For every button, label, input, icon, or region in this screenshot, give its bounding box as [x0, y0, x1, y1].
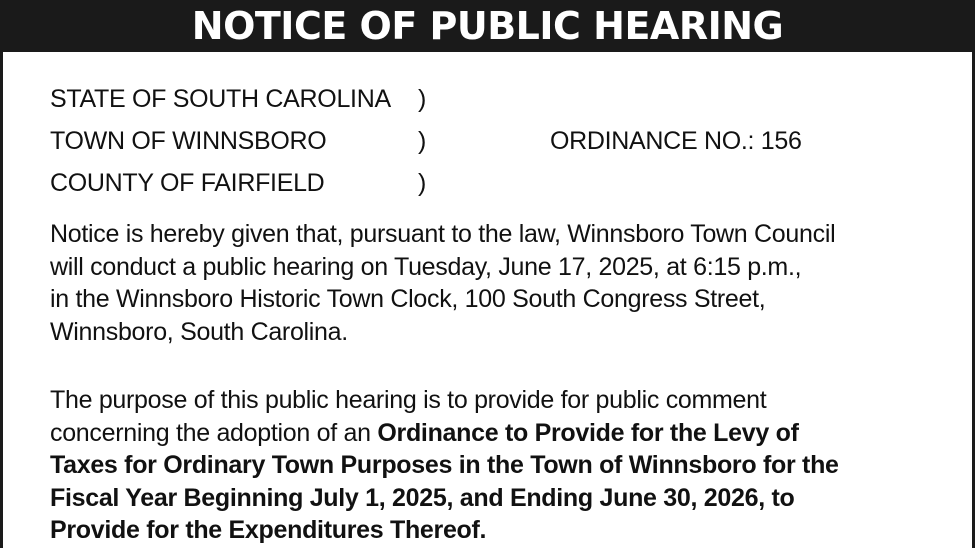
- ordinance-number: ORDINANCE NO.: 156: [550, 127, 802, 155]
- caption-row-town: [50, 120, 910, 162]
- ordinance-title: Ordinance to Provide for the Levy of: [377, 418, 799, 447]
- caption-county: COUNTY OF FAIRFIELD: [50, 169, 325, 197]
- notice-line: Notice is hereby given that, pursuant to the law, Winnsboro Town Council: [50, 220, 836, 248]
- ordinance-title-line: Fiscal Year Beginning July 1, 2025, and Ending June 30, 2026, to: [50, 483, 795, 512]
- caption-row-state: [50, 78, 910, 120]
- caption-paren: ): [418, 127, 427, 155]
- notice-header: [0, 0, 975, 52]
- purpose-line: [50, 417, 955, 450]
- ordinance-title-line: Provide for the Expenditures Thereof.: [50, 516, 487, 544]
- notice-paragraph: [50, 218, 955, 348]
- purpose-line: The purpose of this public hearing is to provide for public comment: [50, 386, 767, 414]
- purpose-paragraph: [50, 384, 955, 547]
- caption-row-county: [50, 162, 910, 204]
- ordinance-title-line: Taxes for Ordinary Town Purposes in the Town of Winnsboro for the: [50, 451, 839, 479]
- notice-line: in the Winnsboro Historic Town Clock, 100 South Congress Street,: [50, 285, 766, 313]
- notice-line: will conduct a public hearing on Tuesday, June 17, 2025, at 6:15 p.m.,: [50, 252, 802, 281]
- caption-state: STATE OF SOUTH CAROLINA: [50, 85, 391, 113]
- caption-paren: ): [418, 85, 427, 113]
- legal-caption: [50, 78, 910, 204]
- caption-town: TOWN OF WINNSBORO: [50, 127, 327, 155]
- purpose-text: concerning the adoption of an: [50, 418, 378, 447]
- notice-line: Winnsboro, South Carolina.: [50, 317, 348, 346]
- caption-paren: ): [418, 169, 427, 197]
- notice-title: NOTICE OF PUBLIC HEARING: [191, 4, 784, 48]
